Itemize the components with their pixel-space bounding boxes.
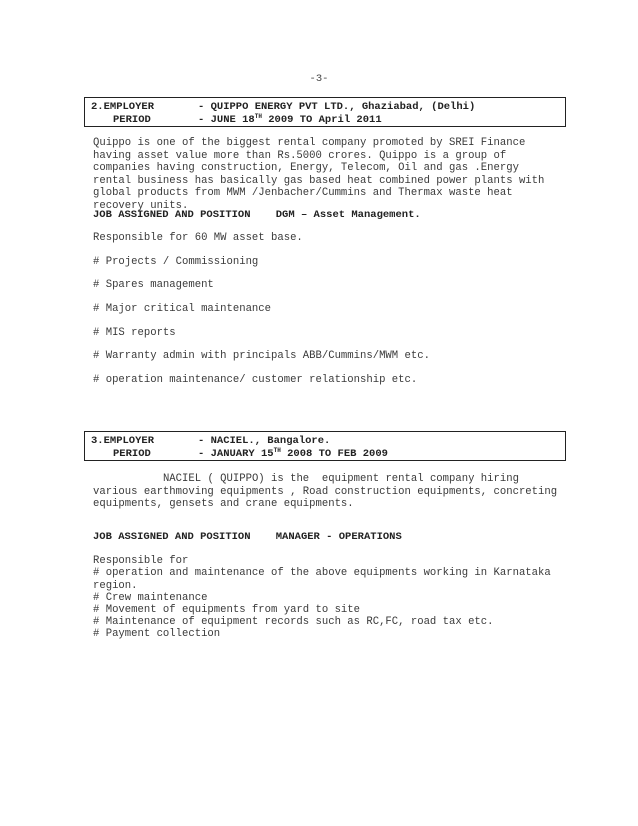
period-value-start: - JANUARY 15 (198, 448, 274, 460)
employer-label: 2.EMPLOYER (91, 101, 155, 113)
employer-value: - QUIPPO ENERGY PVT LTD., Ghaziabad, (Delhi) (198, 101, 476, 113)
job-label: JOB ASSIGNED AND POSITION (93, 531, 251, 543)
duty-item: # Movement of equipments from yard to site (93, 604, 361, 616)
responsible-line-2: Responsible for (93, 555, 189, 567)
period-value-end: 2009 TO April 2011 (261, 114, 382, 126)
job-assigned-1 (93, 209, 421, 221)
job-position: MANAGER - OPERATIONS (275, 531, 402, 543)
period-ordinal: TH (254, 113, 262, 120)
duty-item: # Projects / Commissioning (93, 256, 259, 268)
employer-row (91, 435, 330, 447)
period-value-start: - JUNE 18 (198, 114, 255, 126)
naciel-description: NACIEL ( QUIPPO) is the equipment rental company hiring various earthmoving equipments , Road construction equipments, concreting equipments, gensets and crane equipments. (93, 473, 564, 511)
duty-item: # operation and maintenance of the above equipments working in Karnataka region. (93, 567, 558, 592)
duty-item: # Crew maintenance (93, 592, 208, 604)
employer-box-3 (84, 431, 566, 461)
duty-item: # Maintenance of equipment records such as RC,FC, road tax etc. (93, 616, 494, 628)
employer-value: - NACIEL., Bangalore. (198, 435, 331, 447)
responsible-line-1: Responsible for 60 MW asset base. (93, 232, 303, 244)
job-label: JOB ASSIGNED AND POSITION (93, 209, 251, 221)
period-row (91, 447, 388, 460)
period-row (91, 113, 382, 126)
quippo-description: Quippo is one of the biggest rental company promoted by SREI Finance having asset value more than Rs.5000 crores. Quippo is a group of companies having construction, Energy, Telecom, Oil and gas .Energy rental business has basically gas based heat combined power plants with global products from MWM /Jenbacher/Cummins and Thermax waste heat recovery units. (93, 137, 551, 212)
period-label: PERIOD (113, 448, 151, 460)
period-value-end: 2008 TO FEB 2009 (280, 448, 388, 460)
duty-item: # Payment collection (93, 628, 221, 640)
employer-row (91, 101, 475, 113)
period-label: PERIOD (113, 114, 151, 126)
page-number: -3- (309, 73, 329, 85)
duty-item: # MIS reports (93, 327, 176, 339)
employer-box-2 (84, 97, 566, 127)
job-assigned-2 (93, 531, 402, 543)
duty-item: # Major critical maintenance (93, 303, 272, 315)
duty-item: # Spares management (93, 279, 214, 291)
duty-item: # operation maintenance/ customer relationship etc. (93, 374, 418, 386)
job-position: DGM – Asset Management. (275, 209, 421, 221)
employer-label: 3.EMPLOYER (91, 435, 155, 447)
duty-item: # Warranty admin with principals ABB/Cummins/MWM etc. (93, 350, 430, 362)
period-ordinal: TH (273, 447, 281, 454)
